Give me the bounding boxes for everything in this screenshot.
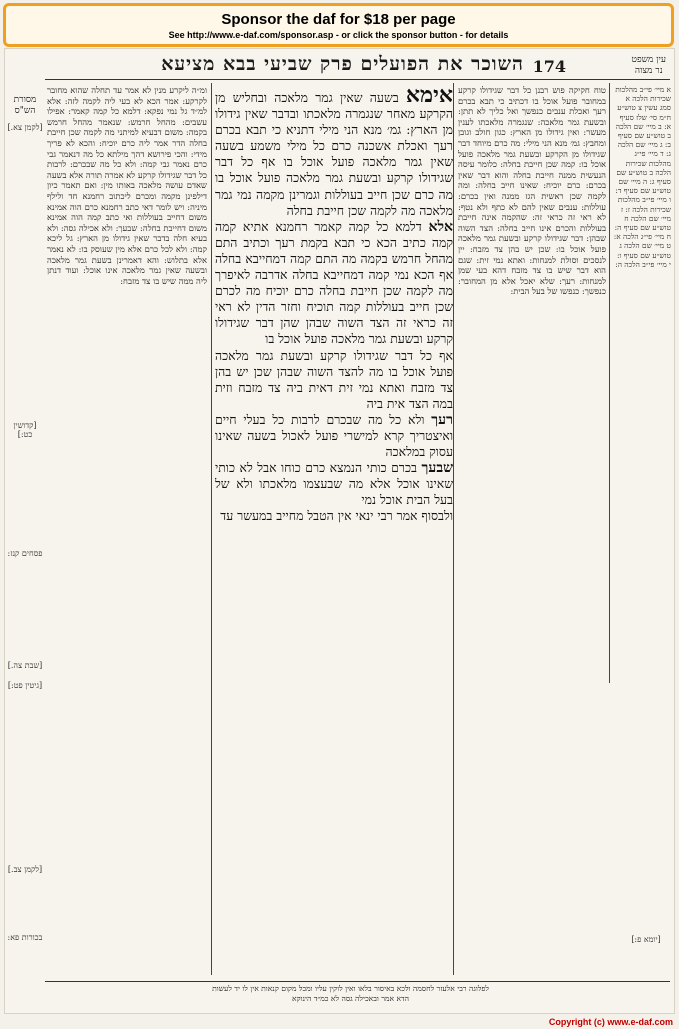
gemara-paragraph: ולא כל מה שבכרם לרבות כל בעלי חיים ואיצטריך קרא למישרי פועל לאכול בשעה שאינו עסוק במלאכה	[215, 411, 453, 460]
margin-note: [גיטין פט:]	[7, 681, 43, 690]
margin-note: פסחים קנז:	[7, 549, 43, 558]
gemara-paragraph: דלמא כל קמה קאמר רחמנא אתיא קמה קמה כתיב הכא כי תבא בקמת רעך וכתיב התם מהחל חרמש בקמה מה התם קמה דמחייבא בחלה אף הכא נמי קמה דמחייבא בחלה אדרבה לאיפרך מה לקמה שכן חייבת בחלה כרם יוכיח מה לכרם שכן חייב בעוללות קמה תוכיח וחזר הדין לא ראי זה כראי זה הצד השוה שבהן שהן דבר שגידולו קרקע ובשעת גמר מלאכה פועל אוכל בו	[215, 218, 453, 347]
right-column-divider	[453, 83, 454, 975]
gemara-paragraph: בכרם כותי הנמצא כרם כוחו אבל לא כותי שאינו אוכל אלא מה שבעצמו מלאכתו ולא של בעל הבית אוכל נמי	[215, 460, 453, 508]
margin-note: [שבת צה.]	[7, 661, 43, 670]
gemara-paragraph: בשעה שאין גמר מלאכה ובחליש מן הקרקע מאחר שנגמרה מלאכתו ובדבר שאין גידולו מן הארץ: גמ׳ מנא הני מילי דתניא כי תבא בכרם רעך ואכלת אשכנה כרם כל מילי משמע בשעה שאין גמר מלאכה פועל אוכל בו אף כל דבר שגידולו קרקע ובשעת גמר מלאכה פועל אוכל בו מה כרם שכן חייב בעוללות וגמרינן מקמה נמי גמר מלאכה מה לקמה שכן חייבת בחלה	[215, 90, 453, 218]
page-number: 174	[532, 57, 566, 76]
footer-note: הדא אמר ובאכילה גסה לא כמ״ד הינוקא	[291, 994, 410, 1003]
gemara-opening-word: אימא	[405, 85, 453, 108]
margin-note: [לקמן צא.]	[7, 123, 43, 132]
page-header	[5, 51, 674, 81]
gemara-keyword: שבעך	[421, 460, 453, 477]
ein-mishpat-heading: עין משפט נר מצוה	[631, 55, 666, 76]
margin-note: [יומא פ:]	[631, 935, 661, 944]
gemara-paragraph: אף כל דבר שגידולו קרקע ובשעת גמר מלאכה פועל אוכל בו מה להצד השוה שבהן שכן יש בהן צד מזבח ואתא נמי זית דאית ביה צד מזבח וזית במה הצד אית ביה	[215, 347, 453, 411]
gemara-column	[215, 85, 453, 973]
sponsor-banner-subtitle[interactable]: See http://www.e-daf.com/sponsor.asp - or click the sponsor button - for details	[168, 29, 509, 40]
header-rule	[45, 79, 670, 80]
talmud-page	[4, 48, 675, 1014]
ein-mishpat-text: א מיי׳ פי״ב מהלכות שכירות הלכה א סמג עשין צ טוש״ע ח״מ סי׳ שלז סעיף א: ב מיי׳ שם הלכה ב טוש״ע שם סעיף ב: ג מיי׳ שם הלכה ג: ד מיי׳ פי״ג מהלכות שכירות הלכה ב טוש״ע שם סעיף ג: ה מיי׳ שם טוש״ע שם סעיף ד: ו מיי׳ פי״ב מהלכות שכירות הלכה ז: ז מיי׳ שם הלכה ח טוש״ע שם סעיף ה: ח מיי׳ פי״ג הלכה א: ט מיי׳ שם הלכה ג טוש״ע שם סעיף ו: י מיי׳ פי״ב הלכה ה:	[613, 85, 671, 269]
margin-note: בכורות פא:	[7, 933, 43, 942]
gemara-keyword: רעך	[431, 411, 453, 428]
rashi-column	[458, 85, 606, 973]
left-column-divider	[211, 83, 212, 975]
margin-note: [קדושין כט:]	[13, 421, 37, 439]
masoret-heading: מסורת הש"ס	[13, 95, 37, 116]
sponsor-banner[interactable]	[3, 3, 674, 47]
tosafot-column	[47, 85, 207, 973]
sponsor-banner-title[interactable]: Sponsor the daf for $18 per page	[221, 10, 456, 28]
rashi-text: טוח חקיקה פוש רבנן כל דבר שגידולו קרקע במחובר פועל אוכל בו דכתיב כי תבא בכרם רעך ואכלת ענבים כנפשך ואל כליך לא תתן: ובשעת גמר מלאכה: שנגמרה מלאכתו לענין מעשר: ואין גידולו מן הארץ: כגון חולב וגובן ומחבץ: גמ׳ מנא הני מילי: מה כרם מיוחד דבר שגידולו מן הקרקע ובשעת גמר מלאכה פועל אוכל בו: קמה שכן חייבת בחלה: כלומר עיסה הנעשית ממנה חייבת בחלה והוא דבר שאין בכרם: כרם יוכיח: שאינו חייב בחלה: ומה לקמה שכן ראשית הגז ממנה ואין בכרם: עוללות: ענבים שאין להם לא כתף ולא נטף: לא ראי זה כראי זה: שהקמה אינה חייבת בעוללות והכרם אינו חייב בחלה: הצד השוה שבהן: דבר שגידולו קרקע ובשעת גמר מלאכה פועל אוכל בו: שכן יש בהן צד מזבח: יין לנסכים וסולת למנחות: ואתא נמי זית: שגם הוא דבר שיש בו צד מזבח דהא בעי שמן למנחות: רעך: שלא יאכל אלא מן המחובר: כנפשך: כנפשו של בעל הבית:	[458, 85, 606, 297]
copyright-link[interactable]: Copyright (c) www.e-daf.com	[548, 1017, 673, 1027]
right-margin-divider	[609, 83, 610, 683]
footer-rule	[45, 981, 670, 982]
tosafot-text: ומ״ה ליקרע מנין לא אמר עד תחלה שהוא מחובר לקרקע: אמר הכא לא בעי ליה לקמה לזה: אלא למ״ד גל נמי נפקא: דלמא כל קמה קאמר: אפילו עשבים: מהחל חרמש: שנאמר מהחל חרמש בקמה: משום דבעיא למיתני מה לקמה שכן חייבת בחלה הדר אמר ליה כרם יוכיח: והכא לא פריך מידי: והכי פירושא דהך מילתא כל מה דנאמר גבי כרם נאמר גבי קמה: ולא כל מה שבכרם: לרבות כל דבר שגידולו קרקע לא אמרה תורה אלא בשעה שאדם עושה מלאכה באותו מין: ואם תאמר כיון דילפינן מקמה ומכרם ליכתוב רחמנא חד ולילף מיניה: ויש לומר דאי כתב רחמנא כרם הוה אמינא משום דחייב בעוללות ואי כתב קמה הוה אמינא משום דחייבת בחלה: שבעך: ולא אכילה גסה: ולא בעיא חלה בדבר שאין גידולו מן הארץ: גל ליכא קמה: ולא לכל כרם אלא מין שעוסק בו: לא נאמר אלא בתלוש: והא דאמרינן בשעת גמר מלאכה ובשעה שאין גמר מלאכה אינו אוכל: ועוד דנתן ליה ממה שיש בו צד מזבח:	[47, 85, 207, 286]
ein-mishpat-column	[613, 85, 671, 465]
footer-note: לפלוגה רבי אלעזר לחסמה ולכא באיסור בלאו ואין לוקין עליו ומכל מקום קנאות אין לו יד לעשות	[212, 984, 489, 993]
gemara-keyword: אלא	[428, 218, 453, 235]
chapter-tractate-title: השוכר את הפועלים פרק שביעי בבא מציעא	[161, 53, 524, 75]
gemara-final-line: ולבסוף אמר רבי ינאי אין הטבל מחייב במעשר עד	[220, 508, 453, 524]
margin-note: [לקמן צב.]	[7, 865, 43, 874]
